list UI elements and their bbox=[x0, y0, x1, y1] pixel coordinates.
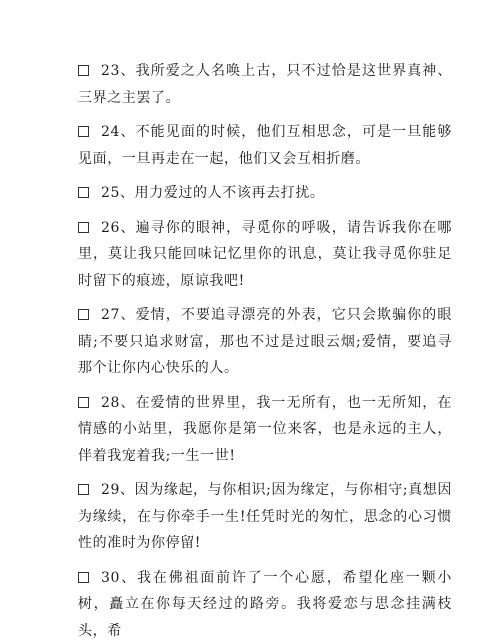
checkbox-icon bbox=[78, 187, 89, 198]
checkbox-icon bbox=[78, 126, 89, 137]
entry-text: 30、我在佛祖面前许了一个心愿，希望化座一颗小树，矗立在你每天经过的路旁。我将爱恋与思念挂满枝头，希 bbox=[78, 570, 452, 639]
list-item bbox=[78, 119, 452, 172]
checkbox-icon bbox=[78, 397, 89, 408]
list-item bbox=[78, 390, 452, 470]
entry-text: 29、因为缘起，与你相识;因为缘定，与你相守;真想因为缘续，在与你牵手一生!任凭时光的匆忙，思念的心习惯性的准时为你停留! bbox=[78, 482, 452, 551]
checkbox-icon bbox=[78, 309, 89, 320]
entry-text: 24、不能见面的时候，他们互相思念，可是一旦能够见面，一旦再走在一起，他们又会互相折磨。 bbox=[78, 124, 452, 167]
checkbox-icon bbox=[78, 484, 89, 495]
entry-text: 25、用力爱过的人不该再去打扰。 bbox=[101, 185, 324, 201]
list-item bbox=[78, 477, 452, 557]
checkbox-icon bbox=[78, 222, 89, 233]
entry-text: 26、遍寻你的眼神，寻觅你的呼吸，请告诉我你在哪里，莫让我只能回味记忆里你的讯息，莫让我寻觅你驻足时留下的痕迹，原谅我吧! bbox=[78, 220, 452, 289]
list-item bbox=[78, 302, 452, 382]
list-item bbox=[78, 215, 452, 295]
list-item bbox=[78, 58, 452, 111]
entry-text: 23、我所爱之人名唤上古，只不过恰是这世界真神、三界之主罢了。 bbox=[78, 63, 452, 106]
checkbox-icon bbox=[78, 572, 89, 583]
list-item bbox=[78, 180, 452, 207]
entry-text: 27、爱情，不要追寻漂亮的外表，它只会欺骗你的眼睛;不要只追求财富，那也不过是过眼云烟;爱情，要追寻那个让你内心快乐的人。 bbox=[78, 307, 452, 376]
entry-text: 28、在爱情的世界里，我一无所有，也一无所知，在情感的小站里，我愿你是第一位来客，也是永远的主人，伴着我宠着我;一生一世! bbox=[78, 395, 452, 464]
checkbox-icon bbox=[78, 65, 89, 76]
list-item bbox=[78, 565, 452, 644]
